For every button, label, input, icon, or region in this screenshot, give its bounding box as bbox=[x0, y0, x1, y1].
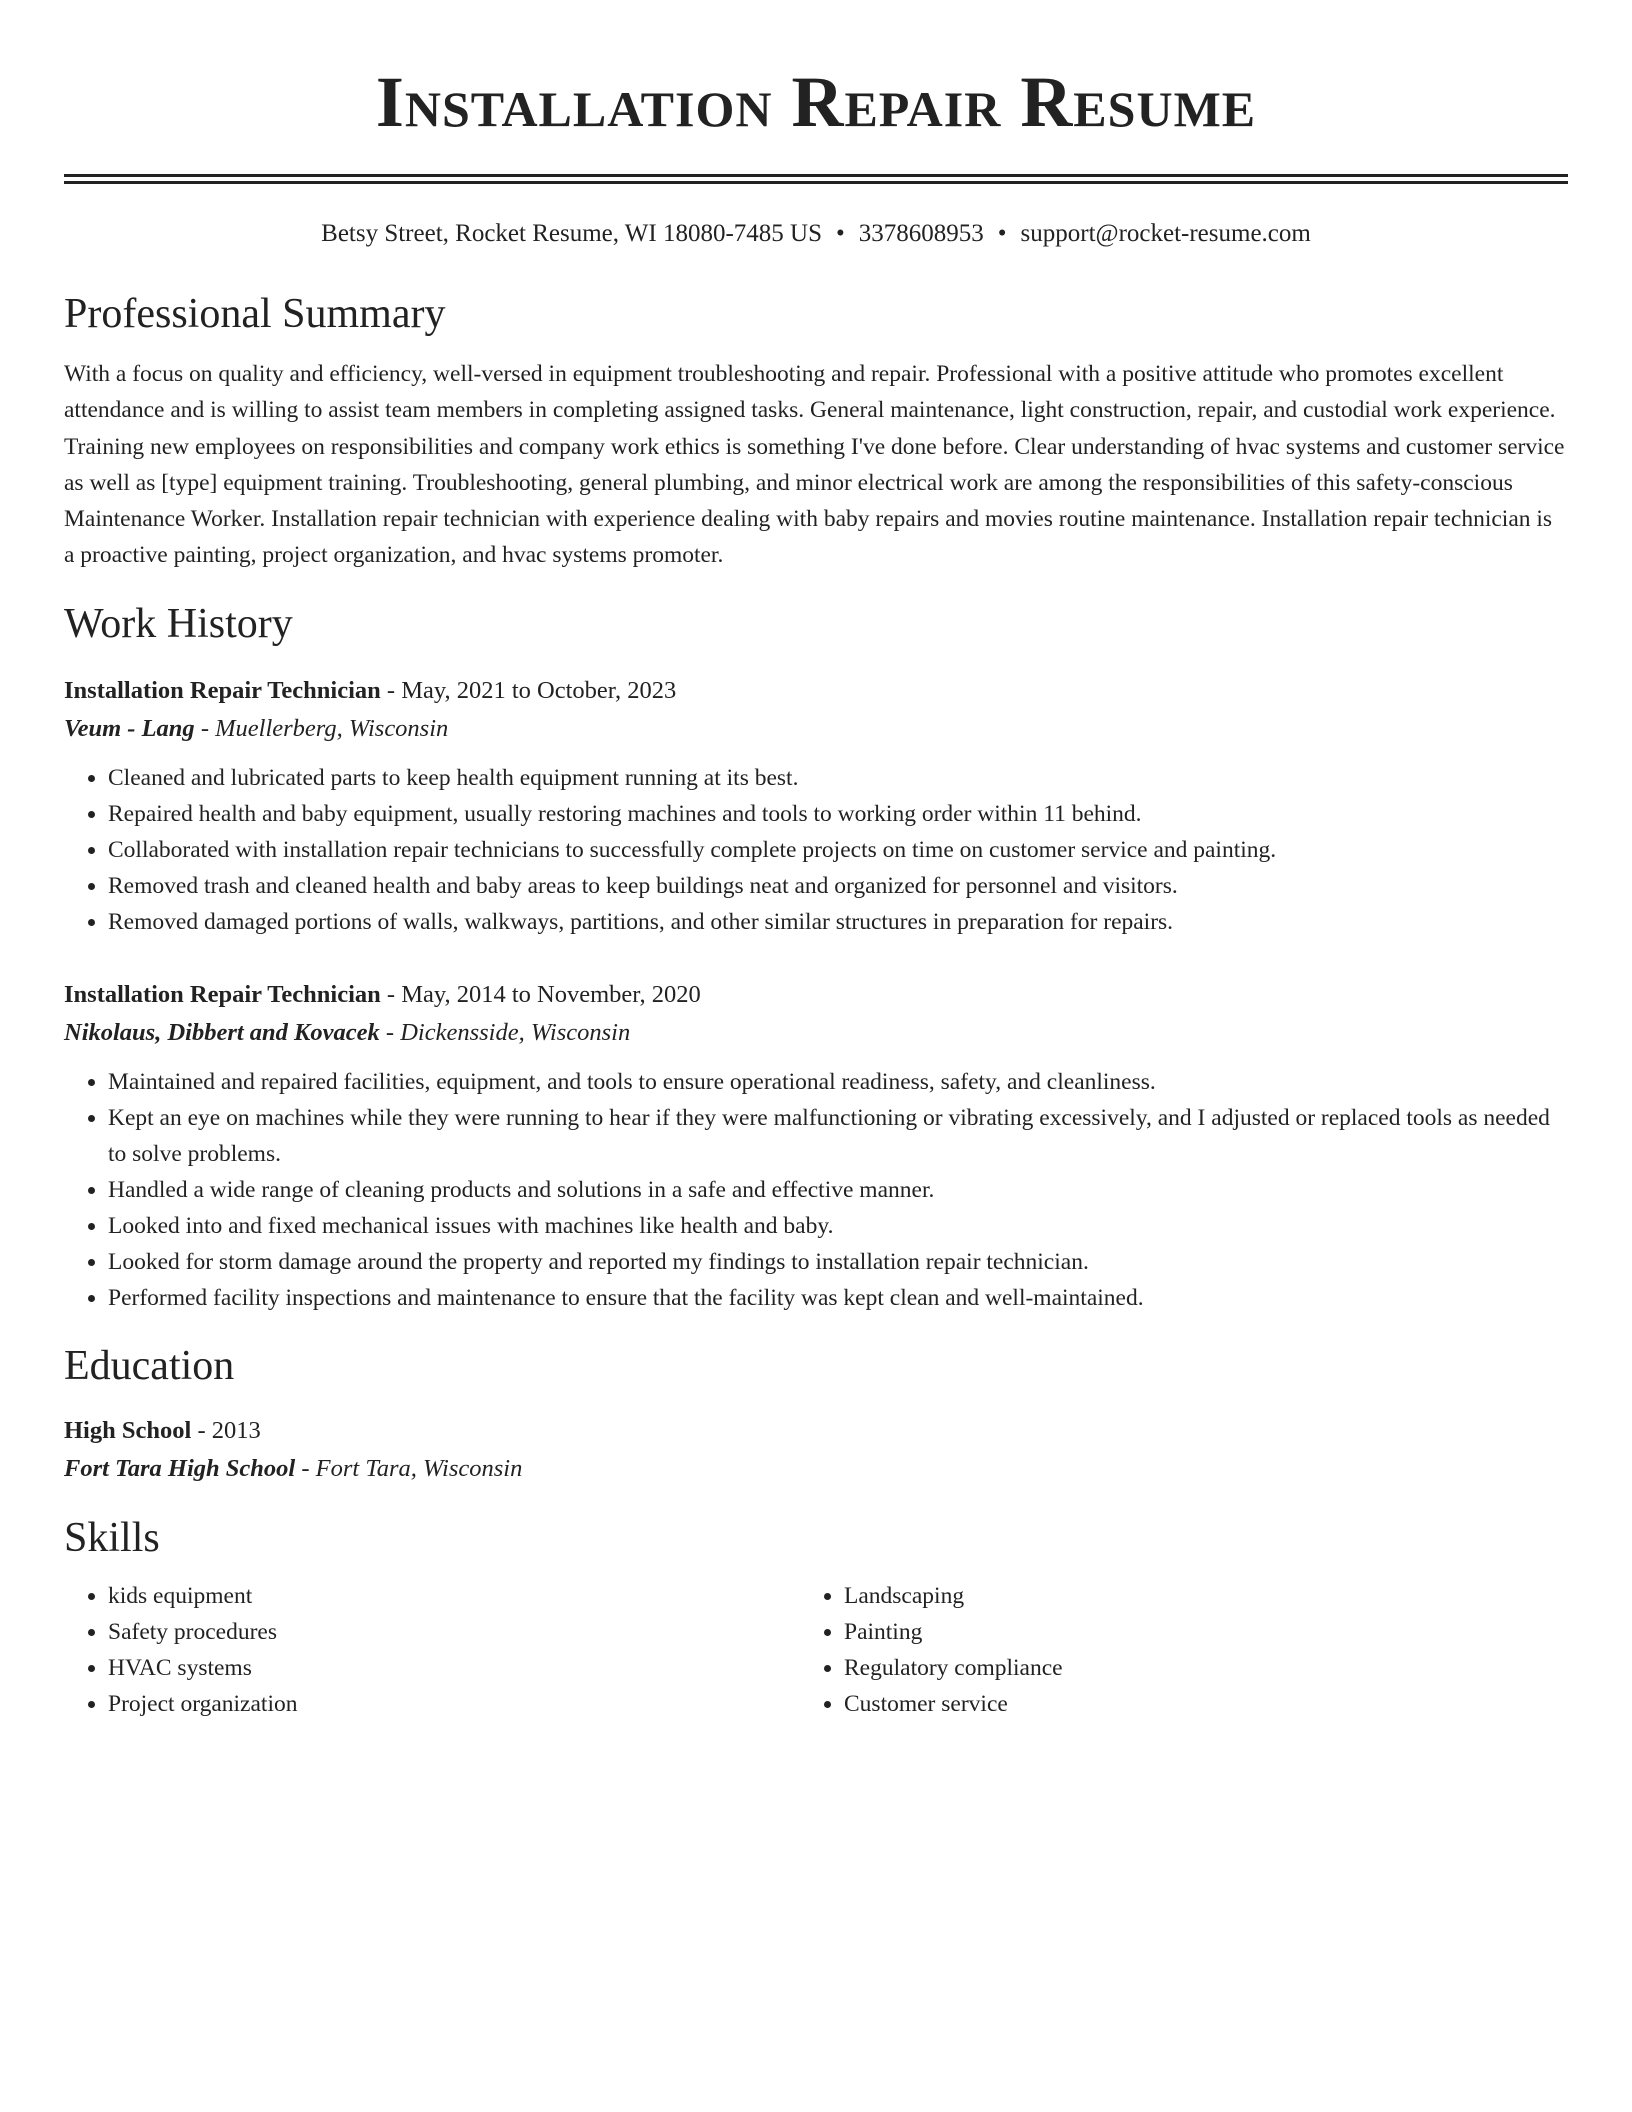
job-company-line bbox=[64, 710, 1568, 748]
job-dates: May, 2014 to November, 2020 bbox=[401, 980, 701, 1008]
dash: - bbox=[191, 1416, 212, 1444]
contact-separator: • bbox=[836, 220, 845, 247]
job-bullet: • Cleaned and lubricated parts to keep health equipment running at its best. bbox=[108, 760, 1568, 796]
job-location: Muellerberg, Wisconsin bbox=[215, 714, 449, 742]
education-school: Fort Tara High School bbox=[64, 1454, 296, 1482]
job-bullets bbox=[64, 1064, 1568, 1316]
work-history-heading: Work History bbox=[64, 600, 293, 647]
skill-item: • kids equipment bbox=[108, 1578, 764, 1614]
job-bullet: • Looked for storm damage around the property and reported my findings to installation repair technician. bbox=[108, 1244, 1568, 1280]
dash: - bbox=[295, 1454, 316, 1482]
skills-heading: Skills bbox=[64, 1514, 160, 1561]
job-company: Nikolaus, Dibbert and Kovacek bbox=[64, 1018, 380, 1046]
contact-address: Betsy Street, Rocket Resume, WI 18080-7485 US bbox=[321, 220, 823, 247]
job-bullet: • Handled a wide range of cleaning products and solutions in a safe and effective manner. bbox=[108, 1172, 1568, 1208]
summary-text: With a focus on quality and efficiency, well-versed in equipment troubleshooting and repair. Professional with a positive attitude who promotes excellent attendance and is willing to assist team members in completing assigned tasks. General maintenance, light construction, repair, and custodial work experience. Training new employees on responsibilities and company work ethics is something I've done before. Clear understanding of hvac systems and customer service as well as [type] equipment training. Troubleshooting, general plumbing, and minor electrical work are among the responsibilities of this safety-conscious Maintenance Worker. Installation repair technician with experience dealing with baby repairs and movies routine maintenance. Installation repair technician is a proactive painting, project organization, and hvac systems promoter. bbox=[64, 361, 1565, 569]
education-school-line bbox=[64, 1450, 1568, 1488]
contact-line bbox=[64, 218, 1568, 250]
contact-phone: 3378608953 bbox=[858, 220, 984, 247]
job-company-line bbox=[64, 1014, 1568, 1052]
summary-heading: Professional Summary bbox=[64, 291, 446, 337]
skill-item: • Project organization bbox=[108, 1686, 764, 1722]
skill-item: • Regulatory compliance bbox=[844, 1650, 1464, 1686]
job-title: Installation Repair Technician bbox=[64, 676, 381, 704]
dash: - bbox=[380, 980, 402, 1008]
job-title: Installation Repair Technician bbox=[64, 980, 381, 1008]
skill-item: • Landscaping bbox=[844, 1578, 1464, 1614]
skills-list-right bbox=[764, 1578, 1464, 1722]
job-bullet: • Collaborated with installation repair technicians to successfully complete projects on time on customer service and painting. bbox=[108, 832, 1568, 868]
job-bullet: • Repaired health and baby equipment, usually restoring machines and tools to working order within 11 behind. bbox=[108, 796, 1568, 832]
skills-columns bbox=[64, 1578, 1568, 1722]
dash: - bbox=[380, 676, 402, 704]
job-entry bbox=[64, 976, 1568, 1316]
contact-email: support@rocket-resume.com bbox=[1020, 220, 1311, 247]
education-degree-line bbox=[64, 1412, 1568, 1450]
job-bullets bbox=[64, 760, 1568, 940]
skill-item: • Safety procedures bbox=[108, 1614, 764, 1650]
dash: - bbox=[194, 714, 216, 742]
job-bullet: • Maintained and repaired facilities, equipment, and tools to ensure operational readiness, safety, and cleanliness. bbox=[108, 1064, 1568, 1100]
skill-item: • Customer service bbox=[844, 1686, 1464, 1722]
skill-item: • HVAC systems bbox=[108, 1650, 764, 1686]
job-title-line bbox=[64, 976, 1568, 1014]
education-year: 2013 bbox=[211, 1416, 261, 1444]
job-bullet: • Removed damaged portions of walls, walkways, partitions, and other similar structures in preparation for repairs. bbox=[108, 904, 1568, 940]
education-heading: Education bbox=[64, 1342, 235, 1389]
job-company: Veum - Lang bbox=[64, 714, 195, 742]
job-bullet: • Kept an eye on machines while they were running to hear if they were malfunctioning or vibrating excessively, and I adjusted or replaced tools as needed to solve problems. bbox=[108, 1100, 1568, 1172]
contact-separator: • bbox=[997, 220, 1007, 247]
job-entry bbox=[64, 672, 1568, 940]
job-dates: May, 2021 to October, 2023 bbox=[401, 676, 677, 704]
job-bullet: • Performed facility inspections and maintenance to ensure that the facility was kept clean and well-maintained. bbox=[108, 1280, 1568, 1316]
job-title-line bbox=[64, 672, 1568, 710]
job-bullet: • Looked into and fixed mechanical issues with machines like health and baby. bbox=[108, 1208, 1568, 1244]
resume-title: Installation Repair Resume bbox=[375, 62, 1257, 142]
title-divider bbox=[64, 174, 1568, 184]
education-location: Fort Tara, Wisconsin bbox=[315, 1454, 523, 1482]
job-location: Dickensside, Wisconsin bbox=[400, 1018, 631, 1046]
skill-item: • Painting bbox=[844, 1614, 1464, 1650]
education-degree: High School bbox=[64, 1416, 192, 1444]
dash: - bbox=[379, 1018, 401, 1046]
education-entry bbox=[64, 1412, 1568, 1488]
job-bullet: • Removed trash and cleaned health and baby areas to keep buildings neat and organized for personnel and visitors. bbox=[108, 868, 1568, 904]
skills-list-left bbox=[64, 1578, 764, 1722]
